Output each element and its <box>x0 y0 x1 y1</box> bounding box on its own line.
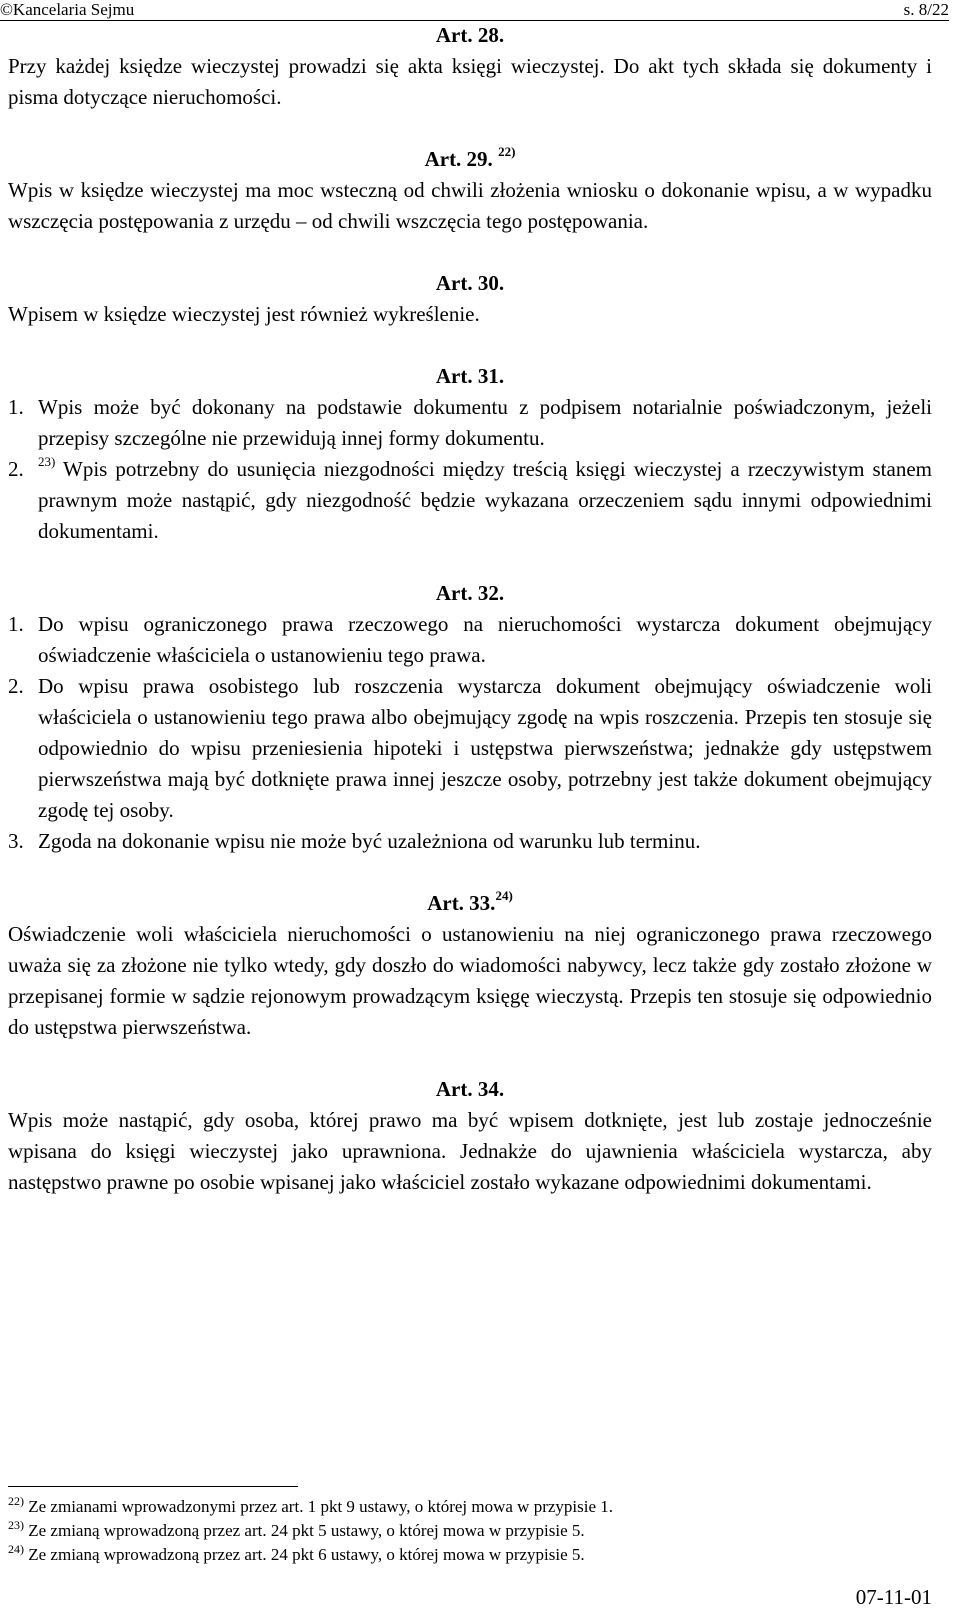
paragraph-text: Zgoda na dokonanie wpisu nie może być uzależniona od warunku lub terminu. <box>38 829 701 853</box>
article-text: Przy każdej księdze wieczystej prowadzi się akta księgi wieczystej. Do akt tych składa się dokumenty i pisma dotyczące nieruchomości. <box>8 54 932 109</box>
footnote: $^{23)}$ Ze zmianą wprowadzoną przez art. 24 pkt 5 ustawy, o której mowa w przypisie 5. <box>8 1518 585 1540</box>
footnote: $^{22)}$ Ze zmianami wprowadzonymi przez art. 1 pkt 9 ustawy, o której mowa w przypisie 1. <box>8 1494 614 1516</box>
paragraph-text: Wpis może być dokonany na podstawie dokumentu z podpisem notarialnie poświadczonym, jeżeli przepisy szczególne nie przewidują innej formy dokumentu. <box>38 395 932 450</box>
paragraph-2 <box>8 671 932 826</box>
paragraph-number: 1. <box>8 612 24 636</box>
footnote-ref: 23) <box>38 454 56 469</box>
paragraph-1 <box>8 392 932 454</box>
article-text: Oświadczenie woli właściciela nieruchomości o ustanowieniu na niej ograniczonego prawa rzeczowego uważa się za złożone nie tylko wtedy, gdy doszło do wiadomości nabywcy, lecz także gdy zostało złożone w przepisanej formie w sądzie rejonowym prowadzącym księgę wieczystą. Przepis ten stosuje się odpowiednio do ustępstwa pierwszeństwa. <box>8 922 932 1039</box>
footnote-ref: 24) <box>495 888 513 903</box>
article-text: Wpis w księdze wieczystej ma moc wsteczną od chwili złożenia wniosku o dokonanie wpisu, a w wypadku wszczęcia postępowania z urzędu – od chwili wszczęcia tego postępowania. <box>8 178 932 233</box>
article-title: Art. 31. <box>435 364 505 388</box>
article-text: Wpis może nastąpić, gdy osoba, której prawo ma być wpisem dotknięte, jest lub zostaje jednocześnie wpisana do księgi wieczystej jako uprawniona. Jednakże do ujawnienia właściciela wystarcza, aby następstwo prawne po osobie wpisanej jako właściciel zostało wykazane odpowiednimi dokumentami. <box>8 1108 932 1194</box>
paragraph-1 <box>8 609 932 671</box>
paragraph-3 <box>8 826 932 857</box>
article-title: Art. 28. <box>435 23 505 47</box>
paragraph-number: 2. <box>8 674 24 698</box>
paragraph-text: $^{23)}$ Wpis potrzebny do usunięcia niezgodności między treścią księgi wieczystej a rzeczywistym stanem prawnym może nastąpić, gdy niezgodność będzie wykazana orzeczeniem sądu innymi odpowiednimi dokumentami. <box>38 454 932 543</box>
paragraph-number: 1. <box>8 395 24 419</box>
paragraph-number: 2. <box>8 457 24 481</box>
header-page-number: s. 8/22 <box>903 0 949 19</box>
footnote-ref: 22) <box>498 144 516 159</box>
article-28 <box>8 20 932 113</box>
article-title: Art. 34. <box>435 1077 505 1101</box>
article-title: Art. 30. <box>435 271 505 295</box>
article-title: Art. 32. <box>435 581 505 605</box>
article-34 <box>8 1074 932 1198</box>
article-title: Art. 29. $^{22)}$ <box>424 144 516 171</box>
article-title: Art. 33.$^{24)}$ <box>427 888 513 915</box>
document-body <box>8 20 932 1198</box>
document-date: 07-11-01 <box>855 1585 932 1609</box>
article-31 <box>8 361 932 547</box>
article-32 <box>8 578 932 857</box>
article-30 <box>8 268 932 330</box>
footnotes <box>8 1486 908 1567</box>
paragraph-text: Do wpisu prawa osobistego lub roszczenia wystarcza dokument obejmujący oświadczenie woli właściciela o ustanowieniu tego prawa albo obejmujący zgodę na wpis roszczenia. Przepis ten stosuje się odpowiednio do wpisu przeniesienia hipoteki i ustępstwa pierwszeństwa; jednakże gdy ustępstwem pierwszeństwa mają być dotknięte prawa innej jeszcze osoby, potrzebny jest także dokument obejmujący zgodę tej osoby. <box>38 674 932 822</box>
article-29 <box>8 144 932 237</box>
article-33 <box>8 888 932 1043</box>
paragraph-2 <box>8 454 932 547</box>
page-header <box>0 0 949 21</box>
header-publisher: ©Kancelaria Sejmu <box>0 0 135 19</box>
footnote-divider <box>8 1486 298 1487</box>
article-text: Wpisem w księdze wieczystej jest również wykreślenie. <box>8 302 480 326</box>
paragraph-text: Do wpisu ograniczonego prawa rzeczowego na nieruchomości wystarcza dokument obejmujący oświadczenie właściciela o ustanowieniu tego prawa. <box>38 612 932 667</box>
paragraph-number: 3. <box>8 829 24 853</box>
footnote: $^{24)}$ Ze zmianą wprowadzoną przez art. 24 pkt 6 ustawy, o której mowa w przypisie 5. <box>8 1542 585 1564</box>
